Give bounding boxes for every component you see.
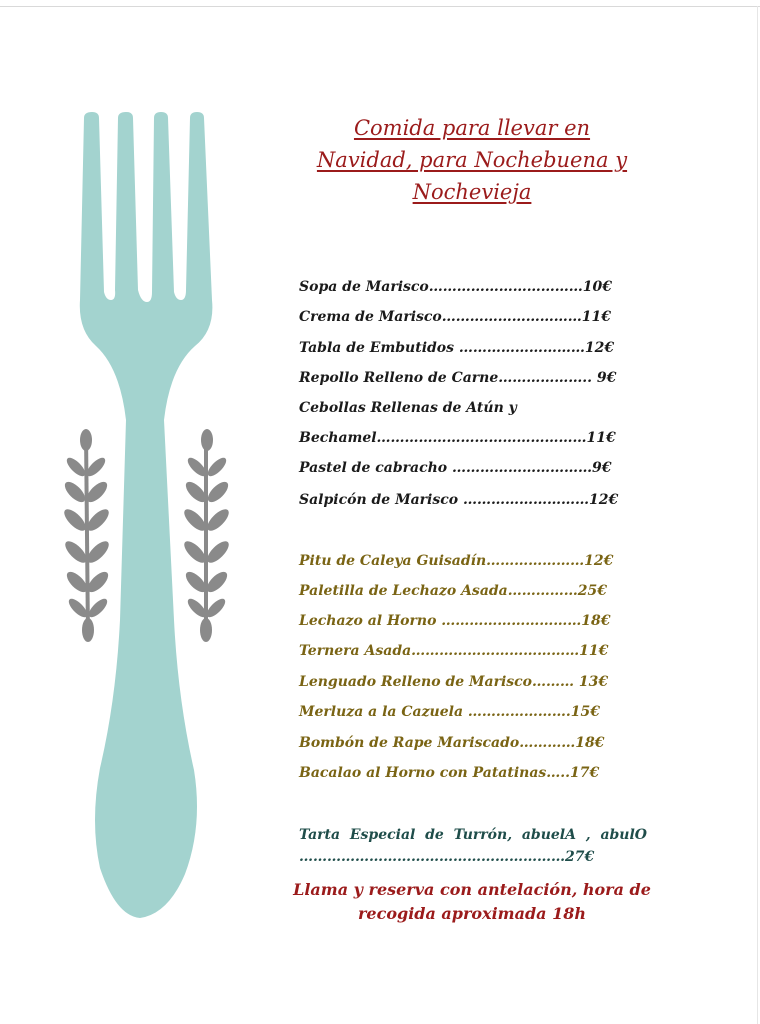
- menu-item: Cebollas Rellenas de Atún y: [299, 400, 517, 416]
- dessert-item: [299, 824, 647, 868]
- reservation-note: [292, 878, 652, 926]
- menu-item: Salpicón de Marisco ………………………12€: [299, 492, 619, 508]
- menu-item: Paletilla de Lechazo Asada……………25€: [299, 583, 607, 599]
- menu-item: Merluza a la Cazuela ………………….15€: [299, 704, 600, 720]
- note-line: Llama y reserva con antelación, hora de: [293, 880, 651, 899]
- dessert-name: Tarta Especial de Turrón, abuelA , abulO: [299, 827, 647, 843]
- menu-item: Sopa de Marisco……………………………10€: [299, 279, 612, 295]
- menu-item: Pitu de Caleya Guisadín…………………12€: [299, 553, 614, 569]
- right-border: [757, 6, 758, 1024]
- title-line: Navidad, para Nochebuena y: [316, 148, 628, 172]
- fork-illustration: [0, 0, 300, 1024]
- menu-item: Crema de Marisco…………………………11€: [299, 309, 611, 325]
- page-title: [296, 112, 648, 208]
- menu-item: Bombón de Rape Mariscado…………18€: [299, 735, 605, 751]
- menu-item: Ternera Asada………………………………11€: [299, 643, 609, 659]
- menu-item: Bechamel………………………………………11€: [299, 430, 616, 446]
- menu-item: Pastel de cabracho …………………………9€: [299, 460, 612, 476]
- menu-item: Repollo Relleno de Carne……………….. 9€: [299, 370, 617, 386]
- title-line: Nochevieja: [412, 180, 532, 204]
- leaf-sprig-icon: [61, 429, 112, 642]
- menu-item: Lechazo al Horno …………………………18€: [299, 613, 611, 629]
- title-line: Comida para llevar en: [353, 116, 591, 140]
- dessert-price: …………………………………………………27€: [299, 849, 595, 865]
- menu-item: Bacalao al Horno con Patatinas…..17€: [299, 765, 600, 781]
- menu-item: Lenguado Relleno de Marisco……… 13€: [299, 674, 609, 690]
- menu-item: Tabla de Embutidos ………………………12€: [299, 340, 615, 356]
- leaf-sprig-icon: [181, 429, 232, 642]
- note-line: recogida aproximada 18h: [357, 904, 586, 923]
